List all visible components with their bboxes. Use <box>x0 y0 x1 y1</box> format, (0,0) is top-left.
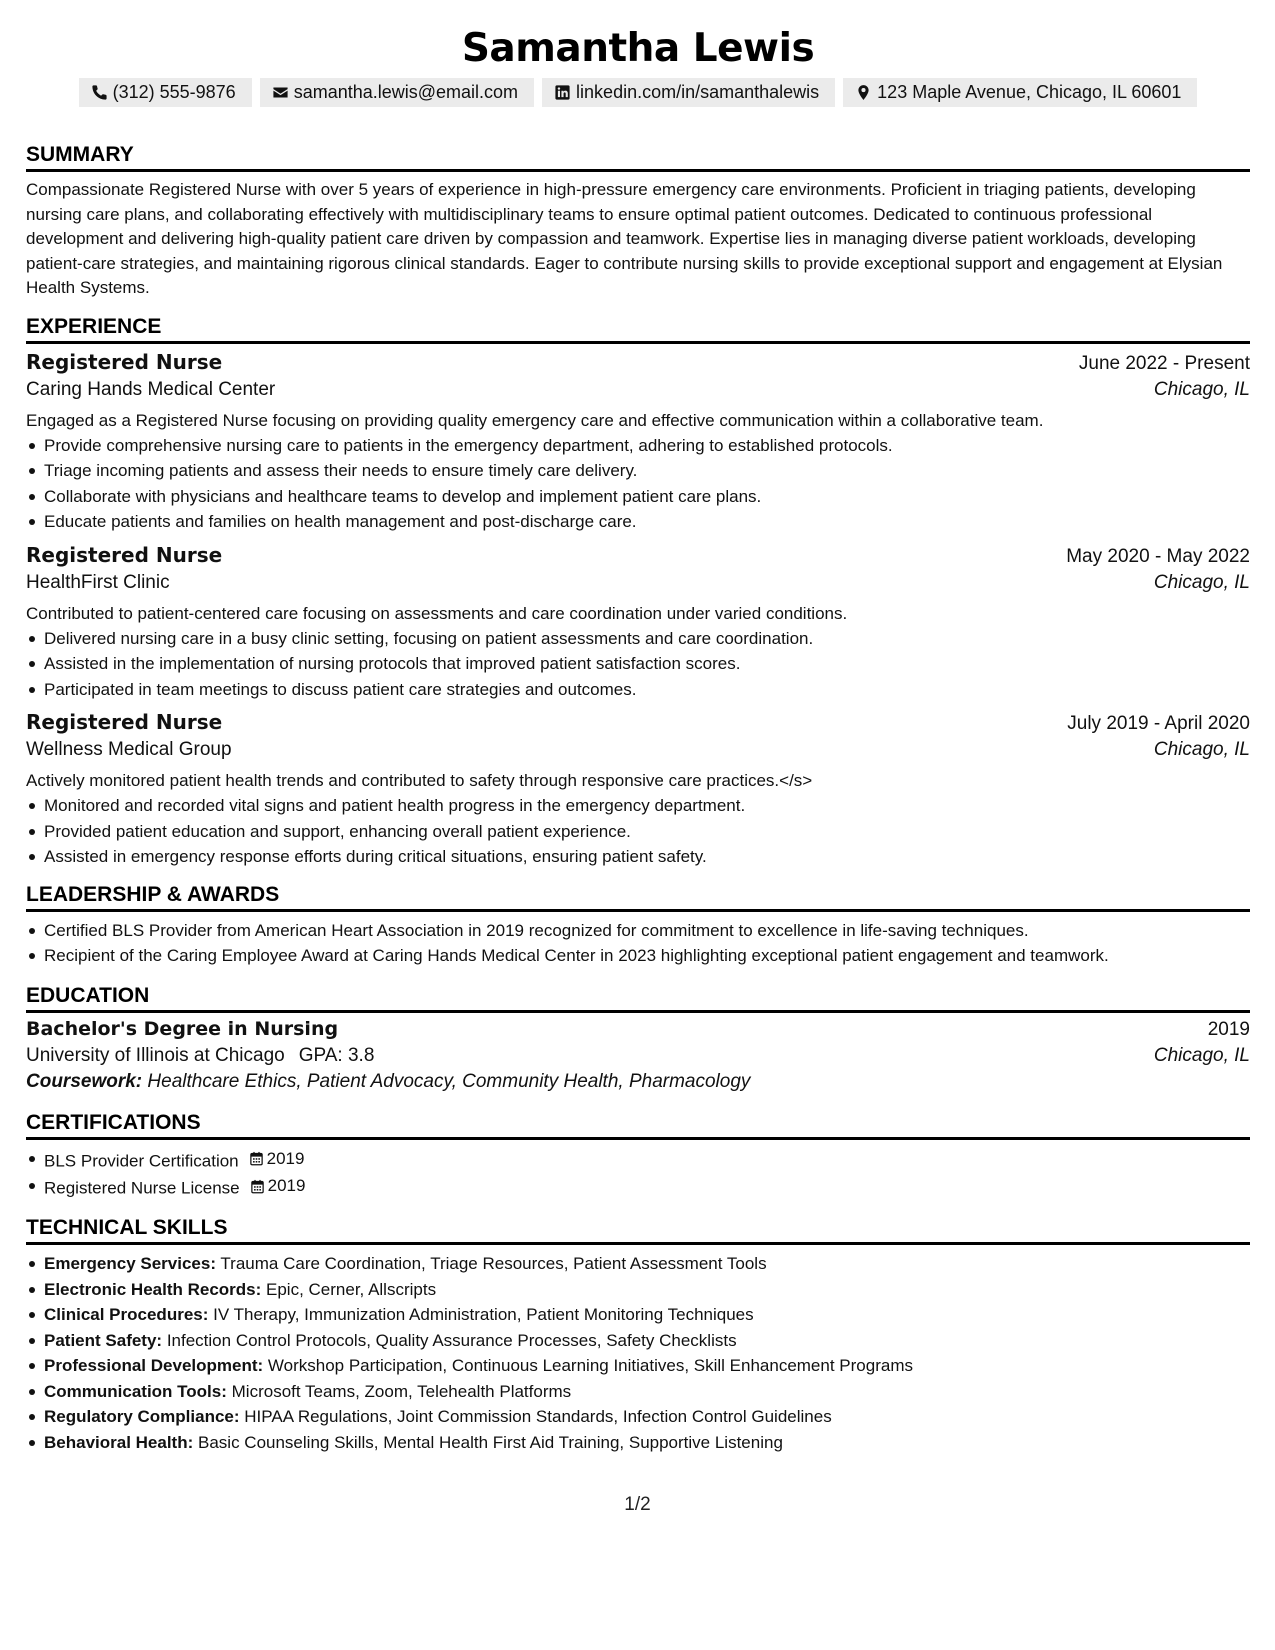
list-item: Assisted in emergency response efforts during critical situations, ensuring patient safety. <box>26 844 1250 870</box>
job-description: Contributed to patient-centered care focusing on assessments and care coordination under varied conditions. <box>26 603 848 623</box>
skill-value: Trauma Care Coordination, Triage Resources, Patient Assessment Tools <box>220 1254 767 1273</box>
summary-text: Compassionate Registered Nurse with over 5 years of experience in high-pressure emergency care environments. Proficient in triaging patients, developing nursing care plans, and collaborating effectively with multidisciplinary teams to ensure optimal patient outcomes. Dedicated to continuous professional development and delivering high-quality patient care driven by compassion and teamwork. Expertise lies in managing diverse patient workloads, developing patient-care strategies, and maintaining rigorous clinical standards. Eager to contribute nursing skills to provide exceptional support and engagement at Elysian Health Systems. <box>26 180 1223 297</box>
list-item: Recipient of the Caring Employee Award at Caring Hands Medical Center in 2023 highlighting exceptional patient engagement and teamwork. <box>26 943 1250 969</box>
list-item: Participated in team meetings to discuss patient care strategies and outcomes. <box>26 677 1250 703</box>
skills-list <box>26 1251 1250 1455</box>
page-number: 1/2 <box>624 1494 651 1515</box>
skill-value: Basic Counseling Skills, Mental Health First Aid Training, Supportive Listening <box>198 1432 783 1452</box>
school-location: Chicago, IL <box>1153 1044 1250 1066</box>
skill-label: Behavioral Health: <box>44 1432 194 1452</box>
job-org: Wellness Medical Group <box>26 739 232 760</box>
job-dates: May 2020 - May 2022 <box>1066 545 1250 567</box>
job-entry <box>26 543 1250 703</box>
job-bullets <box>26 433 1250 535</box>
skill-value: Epic, Cerner, Allscripts <box>266 1279 437 1299</box>
job-title: Registered Nurse <box>26 710 223 734</box>
list-item <box>26 1379 1250 1405</box>
address-text: 123 Maple Avenue, Chicago, IL 60601 <box>877 82 1182 102</box>
cert-year: 2019 <box>266 1148 305 1168</box>
graduation-year: 2019 <box>1207 1018 1250 1040</box>
list-item <box>26 1328 1250 1354</box>
degree-title: Bachelor's Degree in Nursing <box>26 1017 339 1040</box>
skill-value: IV Therapy, Immunization Administration, Patient Monitoring Techniques <box>213 1305 754 1324</box>
linkedin-text: linkedin.com/in/samanthalewis <box>576 82 820 102</box>
skill-label: Electronic Health Records: <box>44 1279 262 1299</box>
contact-bar <box>26 78 1250 107</box>
phone-text: (312) 555-9876 <box>112 82 236 102</box>
list-item: Provided patient education and support, enhancing overall patient experience. <box>26 819 1250 845</box>
list-item <box>26 1251 1250 1277</box>
skill-label: Communication Tools: <box>44 1381 227 1401</box>
email-chip <box>260 78 534 107</box>
list-item <box>26 1430 1250 1456</box>
address-chip <box>843 78 1197 107</box>
job-location: Chicago, IL <box>1153 571 1250 593</box>
job-entry <box>26 350 1250 535</box>
list-item: Delivered nursing care in a busy clinic setting, focusing on patient assessments and care coordination. <box>26 626 1250 652</box>
list-item: Monitored and recorded vital signs and patient health progress in the emergency department. <box>26 793 1250 819</box>
calendar-icon <box>250 1179 265 1194</box>
linkedin-icon <box>554 84 571 101</box>
skill-value: Infection Control Protocols, Quality Assurance Processes, Safety Checklists <box>166 1330 737 1350</box>
skill-value: HIPAA Regulations, Joint Commission Standards, Infection Control Guidelines <box>244 1407 832 1426</box>
skill-label: Emergency Services: <box>44 1254 216 1273</box>
leadership-section <box>26 878 1250 969</box>
list-item: Collaborate with physicians and healthcare teams to develop and implement patient care plans. <box>26 484 1250 510</box>
job-bullets <box>26 793 1250 870</box>
cert-name: Registered Nurse License <box>44 1178 240 1198</box>
coursework-list: Healthcare Ethics, Patient Advocacy, Community Health, Pharmacology <box>147 1070 751 1092</box>
linkedin-chip <box>542 78 835 107</box>
skill-value: Microsoft Teams, Zoom, Telehealth Platforms <box>231 1381 572 1401</box>
cert-name: BLS Provider Certification <box>44 1150 239 1170</box>
section-heading: EXPERIENCE <box>26 310 1250 344</box>
section-heading: CERTIFICATIONS <box>26 1106 1250 1140</box>
summary-section <box>26 138 1250 301</box>
job-description: Actively monitored patient health trends and contributed to safety through responsive care practices.</s> <box>26 771 813 790</box>
calendar-icon <box>249 1151 264 1166</box>
certifications-section <box>26 1106 1250 1202</box>
section-heading: SUMMARY <box>26 138 1250 172</box>
job-org: HealthFirst Clinic <box>26 571 170 593</box>
candidate-name: Samantha Lewis <box>461 26 815 71</box>
job-title: Registered Nurse <box>26 542 223 567</box>
section-heading: TECHNICAL SKILLS <box>26 1211 1250 1245</box>
job-title: Registered Nurse <box>26 349 223 374</box>
job-bullets <box>26 626 1250 703</box>
certifications-list <box>26 1146 1250 1202</box>
job-org: Caring Hands Medical Center <box>26 378 276 400</box>
section-heading: EDUCATION <box>26 979 1250 1013</box>
skill-label: Clinical Procedures: <box>44 1305 209 1324</box>
resume-page <box>26 0 1250 1650</box>
email-text: samantha.lewis@email.com <box>293 82 519 102</box>
list-item: Provide comprehensive nursing care to patients in the emergency department, adhering to established protocols. <box>26 433 1250 459</box>
skills-section <box>26 1211 1250 1455</box>
education-section <box>26 979 1250 1093</box>
cert-year: 2019 <box>267 1176 306 1196</box>
job-location: Chicago, IL <box>1153 378 1250 400</box>
map-pin-icon <box>855 84 872 101</box>
gpa: GPA: 3.8 <box>298 1044 375 1066</box>
envelope-icon <box>272 84 289 101</box>
phone-chip <box>79 78 252 107</box>
job-dates: June 2022 - Present <box>1078 352 1250 374</box>
experience-section <box>26 310 1250 870</box>
section-heading: LEADERSHIP & AWARDS <box>26 878 1250 912</box>
leadership-bullets <box>26 918 1250 969</box>
job-entry <box>26 710 1250 870</box>
coursework <box>26 1071 1250 1093</box>
list-item: Certified BLS Provider from American Heart Association in 2019 recognized for commitment to excellence in life-saving techniques. <box>26 918 1250 944</box>
coursework-label: Coursework: <box>26 1070 143 1092</box>
list-item: Assisted in the implementation of nursing protocols that improved patient satisfaction scores. <box>26 651 1250 677</box>
skill-label: Professional Development: <box>44 1356 264 1375</box>
skill-label: Regulatory Compliance: <box>44 1407 240 1426</box>
school-name: University of Illinois at Chicago <box>26 1044 285 1066</box>
job-location: Chicago, IL <box>1153 739 1250 760</box>
list-item <box>26 1302 1250 1328</box>
list-item <box>26 1404 1250 1430</box>
list-item <box>26 1173 1250 1201</box>
school-line <box>26 1045 374 1067</box>
list-item: Triage incoming patients and assess their needs to ensure timely care delivery. <box>26 458 1250 484</box>
list-item <box>26 1146 1250 1174</box>
skill-label: Patient Safety: <box>44 1330 163 1350</box>
list-item: Educate patients and families on health management and post-discharge care. <box>26 509 1250 535</box>
job-description: Engaged as a Registered Nurse focusing on providing quality emergency care and effective communication within a collaborative team. <box>26 410 1044 430</box>
list-item <box>26 1353 1250 1379</box>
list-item <box>26 1277 1250 1303</box>
phone-icon <box>91 84 108 101</box>
skill-value: Workshop Participation, Continuous Learning Initiatives, Skill Enhancement Programs <box>267 1356 913 1375</box>
job-dates: July 2019 - April 2020 <box>1067 713 1250 734</box>
